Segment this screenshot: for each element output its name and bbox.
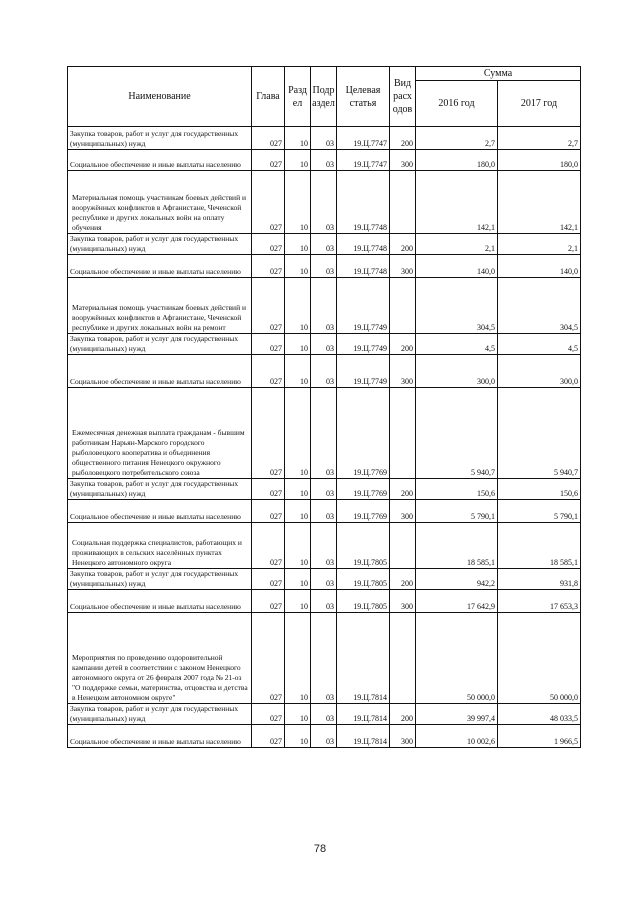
cell-target: 19.Ц.7769	[337, 479, 390, 500]
cell-razdel: 10	[285, 150, 311, 171]
header-vid: Вид расх одов	[390, 67, 416, 127]
cell-razdel: 10	[285, 704, 311, 725]
cell-y2017: 5 940,7	[498, 388, 581, 479]
cell-name: Мероприятия по проведению оздоровительной кампании детей в соответствии с законом Ненецкого автономного округа от 26 февраля 2007 года № 21-оз "О поддержке семьи, материнства, отцовства и детства в Ненецком автономном округе"	[68, 613, 252, 704]
cell-razdel: 10	[285, 355, 311, 388]
cell-vid	[390, 613, 416, 704]
cell-glava: 027	[252, 234, 285, 255]
cell-target: 19.Ц.7748	[337, 234, 390, 255]
cell-name: Социальное обеспечение и иные выплаты населению	[68, 150, 252, 171]
header-2016: 2016 год	[416, 81, 498, 127]
cell-name: Закупка товаров, работ и услуг для государственных (муниципальных) нужд	[68, 569, 252, 590]
cell-name: Социальное обеспечение и иные выплаты населению	[68, 500, 252, 523]
cell-vid: 200	[390, 127, 416, 150]
cell-name: Закупка товаров, работ и услуг для государственных (муниципальных) нужд	[68, 704, 252, 725]
cell-y2017: 140,0	[498, 255, 581, 278]
cell-vid: 200	[390, 334, 416, 355]
cell-y2016: 300,0	[416, 355, 498, 388]
cell-vid	[390, 171, 416, 234]
cell-razdel: 10	[285, 255, 311, 278]
cell-target: 19.Ц.7814	[337, 613, 390, 704]
cell-target: 19.Ц.7749	[337, 278, 390, 334]
cell-y2017: 4,5	[498, 334, 581, 355]
cell-name: Материальная помощь участникам боевых действий и вооружённых конфликтов в Афганистане, Чеченской республике и других локальных войн на ремонт	[68, 278, 252, 334]
cell-y2016: 140,0	[416, 255, 498, 278]
cell-target: 19.Ц.7769	[337, 500, 390, 523]
table-row	[68, 725, 581, 748]
cell-name: Закупка товаров, работ и услуг для государственных (муниципальных) нужд	[68, 127, 252, 150]
cell-podrazdel: 03	[311, 150, 337, 171]
cell-razdel: 10	[285, 388, 311, 479]
cell-vid: 300	[390, 255, 416, 278]
table-row	[68, 127, 581, 150]
cell-target: 19.Ц.7747	[337, 150, 390, 171]
cell-target: 19.Ц.7749	[337, 334, 390, 355]
cell-razdel: 10	[285, 590, 311, 613]
cell-y2016: 50 000,0	[416, 613, 498, 704]
cell-y2017: 2,1	[498, 234, 581, 255]
cell-y2017: 300,0	[498, 355, 581, 388]
cell-podrazdel: 03	[311, 523, 337, 569]
cell-podrazdel: 03	[311, 590, 337, 613]
cell-podrazdel: 03	[311, 479, 337, 500]
cell-y2016: 18 585,1	[416, 523, 498, 569]
table-row	[68, 255, 581, 278]
cell-y2016: 142,1	[416, 171, 498, 234]
cell-name: Закупка товаров, работ и услуг для государственных (муниципальных) нужд	[68, 334, 252, 355]
table-row-group	[68, 278, 581, 334]
cell-glava: 027	[252, 590, 285, 613]
cell-name: Закупка товаров, работ и услуг для государственных (муниципальных) нужд	[68, 479, 252, 500]
cell-glava: 027	[252, 613, 285, 704]
table-row	[68, 569, 581, 590]
cell-vid: 300	[390, 590, 416, 613]
cell-target: 19.Ц.7769	[337, 388, 390, 479]
header-razdel: Разд ел	[285, 67, 311, 127]
header-target: Целевая статья	[337, 67, 390, 127]
cell-podrazdel: 03	[311, 278, 337, 334]
cell-razdel: 10	[285, 523, 311, 569]
header-2017: 2017 год	[498, 81, 581, 127]
cell-y2017: 50 000,0	[498, 613, 581, 704]
table-row	[68, 704, 581, 725]
table-row-group	[68, 388, 581, 479]
cell-podrazdel: 03	[311, 334, 337, 355]
table-row	[68, 334, 581, 355]
cell-name: Социальное обеспечение и иные выплаты населению	[68, 725, 252, 748]
cell-podrazdel: 03	[311, 704, 337, 725]
cell-target: 19.Ц.7805	[337, 569, 390, 590]
cell-glava: 027	[252, 171, 285, 234]
cell-name: Материальная помощь участникам боевых действий и вооружённых конфликтов в Афганистане, Чеченской республике и других локальных войн на оплату обучения	[68, 171, 252, 234]
cell-y2017: 48 033,5	[498, 704, 581, 725]
cell-razdel: 10	[285, 171, 311, 234]
cell-glava: 027	[252, 334, 285, 355]
cell-podrazdel: 03	[311, 725, 337, 748]
cell-vid	[390, 278, 416, 334]
cell-y2016: 10 002,6	[416, 725, 498, 748]
cell-target: 19.Ц.7748	[337, 255, 390, 278]
header-summa: Сумма	[416, 67, 581, 81]
cell-y2017: 2,7	[498, 127, 581, 150]
cell-y2016: 39 997,4	[416, 704, 498, 725]
header-name: Наименование	[68, 67, 252, 127]
cell-vid: 200	[390, 479, 416, 500]
cell-razdel: 10	[285, 127, 311, 150]
table-row	[68, 355, 581, 388]
cell-y2016: 2,7	[416, 127, 498, 150]
cell-y2016: 17 642,9	[416, 590, 498, 613]
cell-target: 19.Ц.7805	[337, 523, 390, 569]
cell-target: 19.Ц.7814	[337, 704, 390, 725]
cell-y2017: 18 585,1	[498, 523, 581, 569]
table-row	[68, 150, 581, 171]
table-row-group	[68, 171, 581, 234]
cell-y2016: 304,5	[416, 278, 498, 334]
cell-target: 19.Ц.7747	[337, 127, 390, 150]
cell-razdel: 10	[285, 613, 311, 704]
cell-glava: 027	[252, 479, 285, 500]
budget-table	[67, 66, 581, 748]
cell-y2016: 180,0	[416, 150, 498, 171]
page-number: 78	[313, 843, 327, 855]
cell-name: Закупка товаров, работ и услуг для государственных (муниципальных) нужд	[68, 234, 252, 255]
cell-name: Социальное обеспечение и иные выплаты населению	[68, 590, 252, 613]
cell-y2016: 942,2	[416, 569, 498, 590]
cell-glava: 027	[252, 255, 285, 278]
table-row	[68, 479, 581, 500]
cell-y2017: 304,5	[498, 278, 581, 334]
cell-target: 19.Ц.7805	[337, 590, 390, 613]
cell-name: Социальное обеспечение и иные выплаты населению	[68, 355, 252, 388]
cell-podrazdel: 03	[311, 388, 337, 479]
cell-razdel: 10	[285, 234, 311, 255]
cell-glava: 027	[252, 150, 285, 171]
cell-glava: 027	[252, 355, 285, 388]
cell-podrazdel: 03	[311, 234, 337, 255]
table-body	[68, 127, 581, 748]
cell-y2016: 5 940,7	[416, 388, 498, 479]
cell-podrazdel: 03	[311, 255, 337, 278]
cell-vid	[390, 388, 416, 479]
table-row-group	[68, 523, 581, 569]
cell-vid: 300	[390, 725, 416, 748]
cell-y2016: 2,1	[416, 234, 498, 255]
cell-y2017: 150,6	[498, 479, 581, 500]
cell-y2016: 150,6	[416, 479, 498, 500]
cell-vid: 200	[390, 234, 416, 255]
cell-target: 19.Ц.7814	[337, 725, 390, 748]
cell-y2016: 4,5	[416, 334, 498, 355]
header-podrazdel: Подр аздел	[311, 67, 337, 127]
cell-vid: 300	[390, 500, 416, 523]
cell-y2017: 1 966,5	[498, 725, 581, 748]
cell-podrazdel: 03	[311, 569, 337, 590]
cell-podrazdel: 03	[311, 127, 337, 150]
table-row	[68, 500, 581, 523]
table-row-group	[68, 613, 581, 704]
cell-target: 19.Ц.7748	[337, 171, 390, 234]
cell-glava: 027	[252, 127, 285, 150]
cell-name: Социальное обеспечение и иные выплаты населению	[68, 255, 252, 278]
cell-y2016: 5 790,1	[416, 500, 498, 523]
cell-vid: 300	[390, 355, 416, 388]
cell-glava: 027	[252, 388, 285, 479]
cell-podrazdel: 03	[311, 171, 337, 234]
cell-y2017: 142,1	[498, 171, 581, 234]
cell-target: 19.Ц.7749	[337, 355, 390, 388]
cell-razdel: 10	[285, 479, 311, 500]
cell-name: Ежемесячная денежная выплата гражданам - бывшим работникам Нарьян-Марского городского рыболовецкого кооператива и объединения общественного питания Ненецкого окружного рыболовецкого потребительского союза	[68, 388, 252, 479]
table-row	[68, 590, 581, 613]
cell-razdel: 10	[285, 725, 311, 748]
cell-podrazdel: 03	[311, 613, 337, 704]
cell-vid	[390, 523, 416, 569]
table-row	[68, 234, 581, 255]
cell-razdel: 10	[285, 334, 311, 355]
cell-y2017: 5 790,1	[498, 500, 581, 523]
cell-glava: 027	[252, 704, 285, 725]
cell-glava: 027	[252, 500, 285, 523]
cell-vid: 200	[390, 704, 416, 725]
cell-podrazdel: 03	[311, 500, 337, 523]
cell-glava: 027	[252, 523, 285, 569]
cell-razdel: 10	[285, 569, 311, 590]
cell-y2017: 931,8	[498, 569, 581, 590]
cell-podrazdel: 03	[311, 355, 337, 388]
cell-glava: 027	[252, 278, 285, 334]
header-glava: Глава	[252, 67, 285, 127]
cell-vid: 300	[390, 150, 416, 171]
cell-glava: 027	[252, 725, 285, 748]
cell-razdel: 10	[285, 278, 311, 334]
cell-name: Социальная поддержка специалистов, работающих и проживающих в сельских населённых пунктах Ненецкого автономного округа	[68, 523, 252, 569]
cell-vid: 200	[390, 569, 416, 590]
cell-y2017: 17 653,3	[498, 590, 581, 613]
cell-glava: 027	[252, 569, 285, 590]
cell-y2017: 180,0	[498, 150, 581, 171]
cell-razdel: 10	[285, 500, 311, 523]
